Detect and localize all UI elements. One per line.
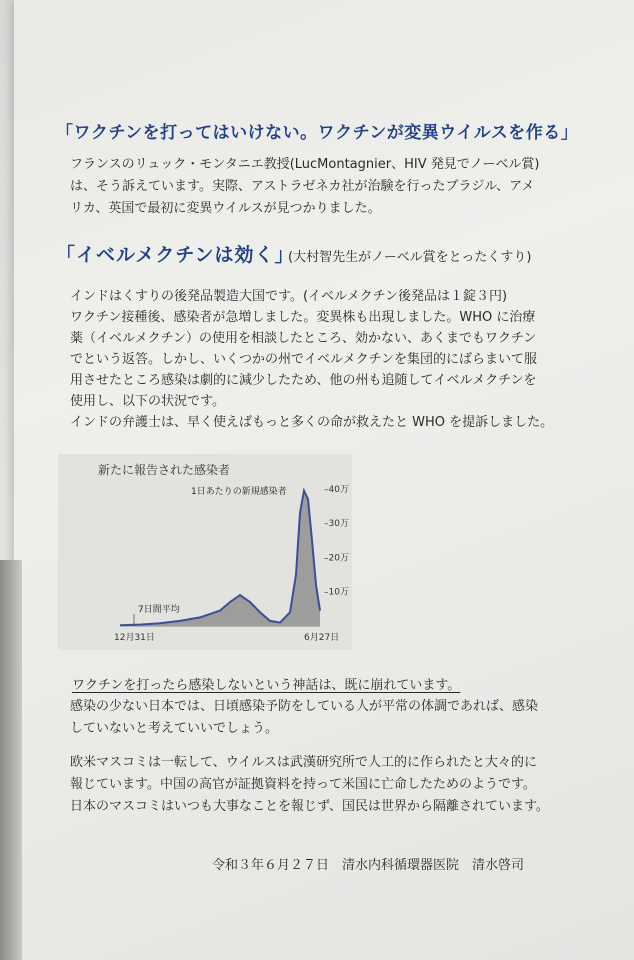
signature-line: 令和３年６月２７日 清水内科循環器医院 清水啓司	[212, 858, 525, 873]
paragraph-line: インドの弁護士は、早く使えばもっと多くの命が救えたと WHO を提訴しました。	[70, 415, 554, 430]
paragraph-line: していないと考えていいでしょう。	[70, 721, 279, 736]
paragraph-line: 報じています。中国の高官が証拠資料を持って米国に亡命したためのようです。	[70, 777, 536, 792]
paragraph-japan	[70, 696, 590, 740]
paragraph-line: フランスのリュック・モンタニエ教授(LucMontagnier、HIV 発見でノーベル賞)	[70, 157, 540, 172]
chart-y-tick-label: –20万	[324, 553, 349, 564]
infection-chart-svg	[58, 454, 352, 650]
chart-y-tick-label: –30万	[324, 519, 349, 530]
paragraph-line: ワクチン接種後、感染者が急増しました。変異株も出現しました。WHO に治療	[70, 310, 536, 325]
paragraph-line: 感染の少ない日本では、日頃感染予防をしている人が平常の体調であれば、感染	[70, 699, 539, 714]
paragraph-line: 薬（イベルメクチン）の使用を相談したところ、効かない、あくまでもワクチン	[70, 331, 537, 346]
paragraph-line: 用させたところ感染は劇的に減少したため、他の州も追随してイベルメクチンを	[70, 373, 537, 388]
chart-x-end-label: 6月27日	[304, 633, 340, 643]
infection-chart	[58, 454, 352, 650]
heading-ivermectin: 「イベルメクチンは効く」	[56, 244, 295, 266]
heading-vaccine: 「ワクチンを打ってはいけない。ワクチンが変異ウイルスを作る」	[56, 123, 579, 143]
paragraph-line: リカ、英国で最初に変異ウイルスが見つかりました。	[70, 201, 381, 216]
paragraph-line: インドはくすりの後発品製造大国です。(イベルメクチン後発品は１錠３円)	[70, 289, 508, 304]
paragraph-montagnier	[70, 154, 590, 220]
paragraph-media	[70, 752, 590, 818]
paragraph-line: は、そう訴えています。実際、アストラゼネカ社が治験を行ったブラジル、アメ	[70, 179, 535, 194]
myth-line: ワクチンを打ったら感染しないという神話は、既に崩れています。	[72, 678, 461, 693]
paragraph-line: でという返答。しかし、いくつかの州でイベルメクチンを集団的にばらまいて服	[70, 352, 537, 367]
chart-series-label: 1日あたりの新規感染者	[191, 487, 287, 497]
chart-title: 新たに報告された感染者	[98, 463, 231, 477]
paragraph-line: 使用し、以下の状況です。	[70, 394, 225, 409]
chart-y-tick-label: –10万	[324, 587, 349, 598]
paragraph-india	[70, 286, 590, 433]
chart-x-start-label: 12月31日	[114, 633, 155, 643]
paragraph-line: 日本のマスコミはいつも大事なことを報じず、国民は世界から隔離されています。	[70, 799, 549, 814]
page-edge-shadow	[0, 560, 22, 960]
heading-ivermectin-note: (大村智先生がノーベル賞をとったくすり)	[288, 250, 532, 265]
chart-average-label: 7日間平均	[138, 605, 180, 615]
chart-y-tick-label: –40万	[324, 484, 349, 495]
paragraph-line: 欧米マスコミは一転して、ウイルスは武漢研究所で人工的に作られたと大々的に	[70, 755, 537, 770]
